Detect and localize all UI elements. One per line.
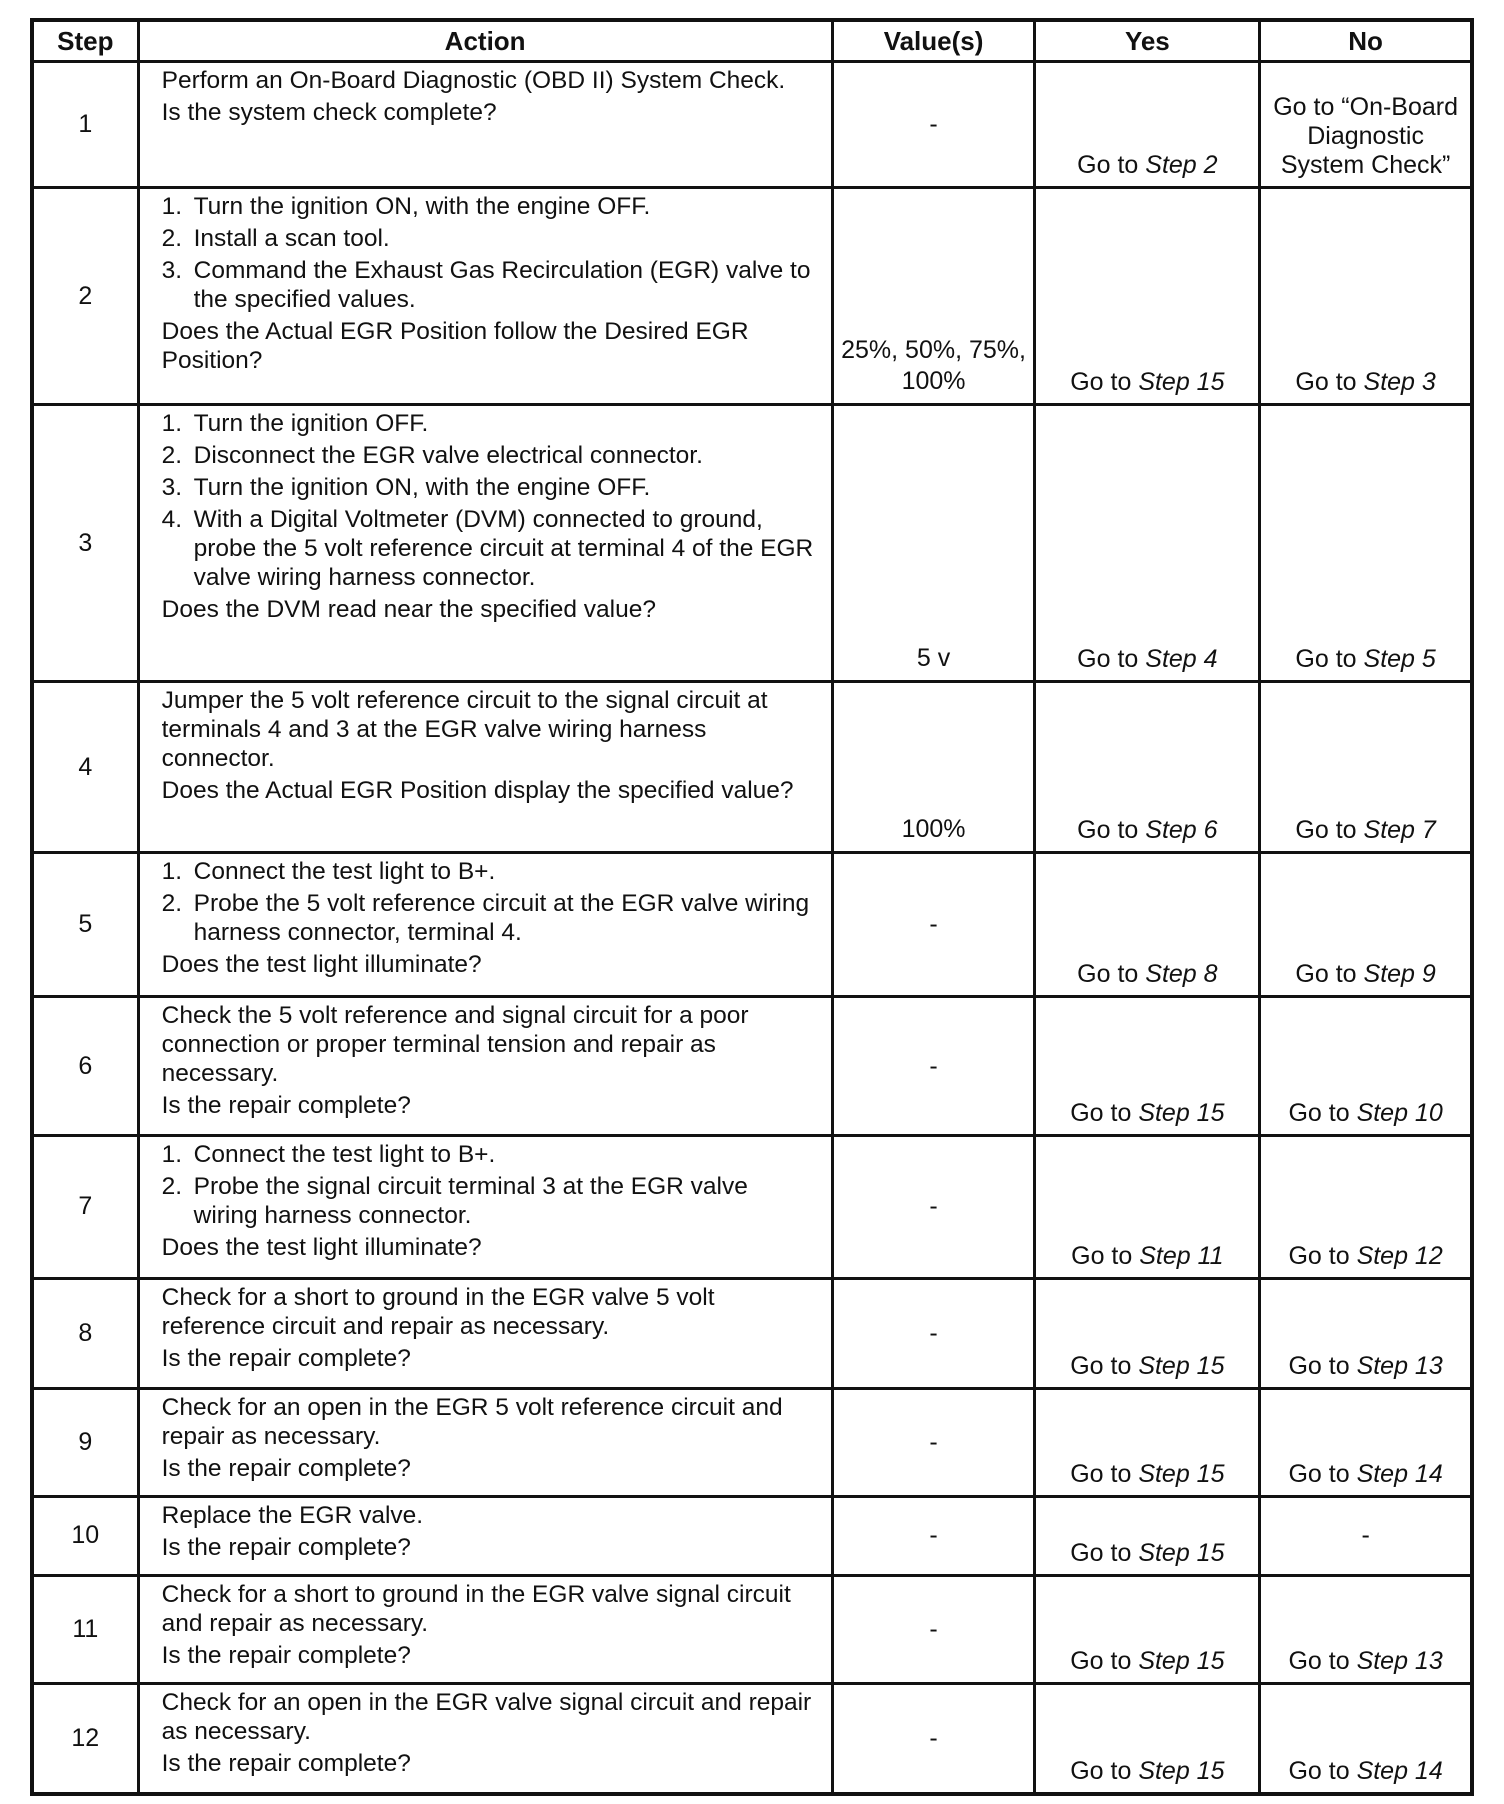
go-to-text: Go to bbox=[1070, 1757, 1132, 1785]
yes-step-link[interactable]: Step 15 bbox=[1138, 1098, 1225, 1127]
go-to-text: Go to bbox=[1077, 815, 1139, 844]
no-cell bbox=[1260, 1388, 1472, 1496]
no-step-link[interactable]: Step 13 bbox=[1356, 1647, 1443, 1676]
action-instruction: Check for an open in the EGR 5 volt reference circuit and repair as necessary. bbox=[161, 1393, 783, 1450]
yes-step-link[interactable]: Step 6 bbox=[1145, 815, 1218, 844]
action-cell bbox=[138, 852, 832, 997]
no-cell bbox=[1260, 405, 1472, 682]
go-to-text: Go to bbox=[1295, 960, 1357, 989]
value-cell: - bbox=[832, 852, 1035, 997]
value-cell: - bbox=[832, 997, 1035, 1136]
no-cell bbox=[1260, 1135, 1472, 1278]
no-cell: - bbox=[1260, 1497, 1472, 1575]
yes-cell bbox=[1035, 1575, 1260, 1683]
no-step-link[interactable]: Step 5 bbox=[1363, 645, 1436, 674]
step-number: 11 bbox=[32, 1575, 138, 1683]
action-item: 3. Command the Exhaust Gas Recirculation (EGR) valve to the specified values. bbox=[161, 257, 811, 314]
no-cell bbox=[1260, 1278, 1472, 1388]
yes-cell bbox=[1035, 1135, 1260, 1278]
go-to-text: Go to bbox=[1288, 1647, 1350, 1676]
step-number: 6 bbox=[32, 997, 138, 1136]
value-cell: - bbox=[832, 1575, 1035, 1683]
no-step-link[interactable]: Step 9 bbox=[1363, 960, 1436, 989]
value-cell: 5 v bbox=[832, 405, 1035, 682]
action-instruction: Check for a short to ground in the EGR valve signal circuit and repair as necessary. bbox=[161, 1580, 791, 1637]
table-row bbox=[32, 188, 1472, 405]
no-step-link[interactable]: Step 14 bbox=[1356, 1460, 1443, 1489]
no-cell bbox=[1260, 188, 1472, 405]
no-step-link[interactable]: Step 10 bbox=[1356, 1098, 1443, 1127]
table-row bbox=[32, 1497, 1472, 1575]
table-row bbox=[32, 1135, 1472, 1278]
go-to-text: Go to bbox=[1077, 151, 1139, 180]
step-number: 4 bbox=[32, 682, 138, 853]
table-row bbox=[32, 62, 1472, 188]
value-cell: 100% bbox=[832, 682, 1035, 853]
step-number: 12 bbox=[32, 1684, 138, 1794]
action-cell bbox=[138, 1388, 832, 1496]
action-instruction: Check the 5 volt reference and signal circuit for a poor connection or proper terminal tension and repair as necessary. bbox=[161, 1002, 749, 1088]
yes-cell bbox=[1035, 997, 1260, 1136]
yes-cell bbox=[1035, 1684, 1260, 1794]
step-number: 5 bbox=[32, 852, 138, 997]
no-cell bbox=[1260, 1575, 1472, 1683]
action-item: 1. Turn the ignition ON, with the engine OFF. bbox=[161, 193, 651, 221]
yes-step-link[interactable]: Step 15 bbox=[1138, 1460, 1225, 1489]
action-question: Is the system check complete? bbox=[161, 99, 497, 126]
yes-cell bbox=[1035, 1278, 1260, 1388]
go-to-text: Go to bbox=[1077, 645, 1139, 674]
action-instruction: Check for an open in the EGR valve signal circuit and repair as necessary. bbox=[161, 1689, 812, 1746]
action-cell bbox=[138, 997, 832, 1136]
go-to-text: Go to bbox=[1070, 1460, 1132, 1489]
table-row bbox=[32, 1575, 1472, 1683]
action-cell bbox=[138, 405, 832, 682]
table-row bbox=[32, 1388, 1472, 1496]
yes-step-link[interactable]: Step 15 bbox=[1138, 1351, 1225, 1380]
header-no: No bbox=[1260, 20, 1472, 62]
go-to-text: Go to bbox=[1070, 1647, 1132, 1676]
go-to-text: Go to bbox=[1288, 1460, 1350, 1489]
step-number: 10 bbox=[32, 1497, 138, 1575]
yes-cell bbox=[1035, 852, 1260, 997]
action-instruction: Check for a short to ground in the EGR valve 5 volt reference circuit and repair as necessary. bbox=[161, 1283, 715, 1340]
go-to-text: Go to bbox=[1070, 1351, 1132, 1380]
go-to-text: Go to bbox=[1288, 1757, 1350, 1785]
go-to-text: Go to bbox=[1070, 1538, 1132, 1567]
action-question: Is the repair complete? bbox=[161, 1092, 411, 1120]
step-number: 2 bbox=[32, 188, 138, 405]
no-step-link[interactable]: Step 12 bbox=[1356, 1241, 1443, 1270]
step-number: 3 bbox=[32, 405, 138, 682]
no-cell bbox=[1260, 1684, 1472, 1794]
action-item: 1. Turn the ignition OFF. bbox=[161, 410, 429, 438]
yes-step-link[interactable]: Step 8 bbox=[1145, 960, 1218, 989]
step-number: 7 bbox=[32, 1135, 138, 1278]
step-number: 9 bbox=[32, 1388, 138, 1496]
action-question: Does the test light illuminate? bbox=[161, 950, 482, 978]
yes-step-link[interactable]: Step 4 bbox=[1145, 645, 1218, 674]
no-step-link[interactable]: Step 13 bbox=[1356, 1351, 1443, 1380]
action-cell bbox=[138, 682, 832, 853]
action-item: 4. With a Digital Voltmeter (DVM) connected to ground, probe the 5 volt reference circuit at terminal 4 of the EGR valve wiring harness connector. bbox=[161, 506, 814, 592]
yes-step-link[interactable]: Step 2 bbox=[1145, 151, 1218, 180]
header-yes: Yes bbox=[1035, 20, 1260, 62]
no-step-link[interactable]: Go to “On-Board Diagnostic System Check” bbox=[1273, 93, 1459, 180]
action-item: 2. Probe the signal circuit terminal 3 at the EGR valve wiring harness connector. bbox=[161, 1172, 748, 1229]
action-question: Is the repair complete? bbox=[161, 1534, 411, 1562]
action-question: Is the repair complete? bbox=[161, 1454, 411, 1482]
go-to-text: Go to bbox=[1295, 645, 1357, 674]
no-cell bbox=[1260, 62, 1472, 188]
action-question: Is the repair complete? bbox=[161, 1344, 411, 1372]
action-cell bbox=[138, 1684, 832, 1794]
yes-cell bbox=[1035, 405, 1260, 682]
action-instruction: Jumper the 5 volt reference circuit to the signal circuit at terminals 4 and 3 at the EGR valve wiring harness connector. bbox=[161, 687, 768, 773]
yes-cell bbox=[1035, 62, 1260, 188]
action-question: Does the Actual EGR Position display the specified value? bbox=[161, 777, 794, 805]
yes-step-link[interactable]: Step 15 bbox=[1138, 1538, 1225, 1567]
action-item: 2. Install a scan tool. bbox=[161, 225, 390, 253]
no-step-link[interactable]: Step 7 bbox=[1363, 815, 1436, 844]
yes-cell bbox=[1035, 188, 1260, 405]
action-item: 2. Probe the 5 volt reference circuit at the EGR valve wiring harness connector, terminal 4. bbox=[161, 889, 810, 946]
action-item: 1. Connect the test light to B+. bbox=[161, 857, 496, 885]
yes-cell bbox=[1035, 1388, 1260, 1496]
go-to-text: Go to bbox=[1070, 368, 1132, 397]
header-action: Action bbox=[138, 20, 832, 62]
yes-step-link[interactable]: Step 15 bbox=[1138, 1757, 1225, 1785]
yes-step-link[interactable]: Step 15 bbox=[1138, 1647, 1225, 1676]
no-cell bbox=[1260, 852, 1472, 997]
go-to-text: Go to bbox=[1077, 960, 1139, 989]
action-cell bbox=[138, 62, 832, 188]
action-item: 1. Connect the test light to B+. bbox=[161, 1140, 496, 1168]
yes-step-link[interactable]: Step 11 bbox=[1139, 1241, 1224, 1270]
no-step-link[interactable]: Step 14 bbox=[1356, 1757, 1443, 1785]
action-cell bbox=[138, 1278, 832, 1388]
step-number: 8 bbox=[32, 1278, 138, 1388]
value-cell: - bbox=[832, 1135, 1035, 1278]
diagnostic-table bbox=[30, 18, 1474, 1796]
value-cell: - bbox=[832, 1497, 1035, 1575]
table-row bbox=[32, 405, 1472, 682]
table-row bbox=[32, 1684, 1472, 1794]
action-item: 3. Turn the ignition ON, with the engine OFF. bbox=[161, 474, 651, 502]
go-to-text: Go to bbox=[1288, 1098, 1350, 1127]
action-instruction: Perform an On-Board Diagnostic (OBD II) System Check. bbox=[161, 67, 786, 94]
yes-cell bbox=[1035, 682, 1260, 853]
table-row bbox=[32, 682, 1472, 853]
table-row bbox=[32, 1278, 1472, 1388]
table-row bbox=[32, 852, 1472, 997]
action-question: Is the repair complete? bbox=[161, 1750, 411, 1778]
action-cell bbox=[138, 1497, 832, 1575]
value-cell: - bbox=[832, 1684, 1035, 1794]
go-to-text: Go to bbox=[1288, 1351, 1350, 1380]
go-to-text: Go to bbox=[1071, 1241, 1133, 1270]
no-cell bbox=[1260, 682, 1472, 853]
value-cell: - bbox=[832, 62, 1035, 188]
go-to-text: Go to bbox=[1070, 1098, 1132, 1127]
action-cell bbox=[138, 188, 832, 405]
table-row bbox=[32, 997, 1472, 1136]
header-step: Step bbox=[32, 20, 138, 62]
action-item: 2. Disconnect the EGR valve electrical connector. bbox=[161, 442, 703, 470]
header-values: Value(s) bbox=[832, 20, 1035, 62]
go-to-text: Go to bbox=[1295, 815, 1357, 844]
step-number: 1 bbox=[32, 62, 138, 188]
value-cell: 25%, 50%, 75%, 100% bbox=[832, 188, 1035, 405]
go-to-text: Go to bbox=[1295, 368, 1357, 397]
value-cell: - bbox=[832, 1278, 1035, 1388]
no-cell bbox=[1260, 997, 1472, 1136]
action-instruction: Replace the EGR valve. bbox=[161, 1502, 424, 1530]
go-to-text: Go to bbox=[1288, 1241, 1350, 1270]
action-cell bbox=[138, 1135, 832, 1278]
diagnostic-table-page bbox=[30, 18, 1474, 1796]
header-row bbox=[32, 20, 1472, 62]
action-question: Does the DVM read near the specified value? bbox=[161, 596, 656, 624]
action-question: Is the repair complete? bbox=[161, 1641, 411, 1669]
no-step-link[interactable]: Step 3 bbox=[1363, 368, 1436, 397]
action-question: Does the test light illuminate? bbox=[161, 1233, 482, 1261]
value-cell: - bbox=[832, 1388, 1035, 1496]
yes-cell bbox=[1035, 1497, 1260, 1575]
action-question: Does the Actual EGR Position follow the Desired EGR Position? bbox=[161, 318, 749, 375]
action-cell bbox=[138, 1575, 832, 1683]
yes-step-link[interactable]: Step 15 bbox=[1138, 368, 1225, 397]
